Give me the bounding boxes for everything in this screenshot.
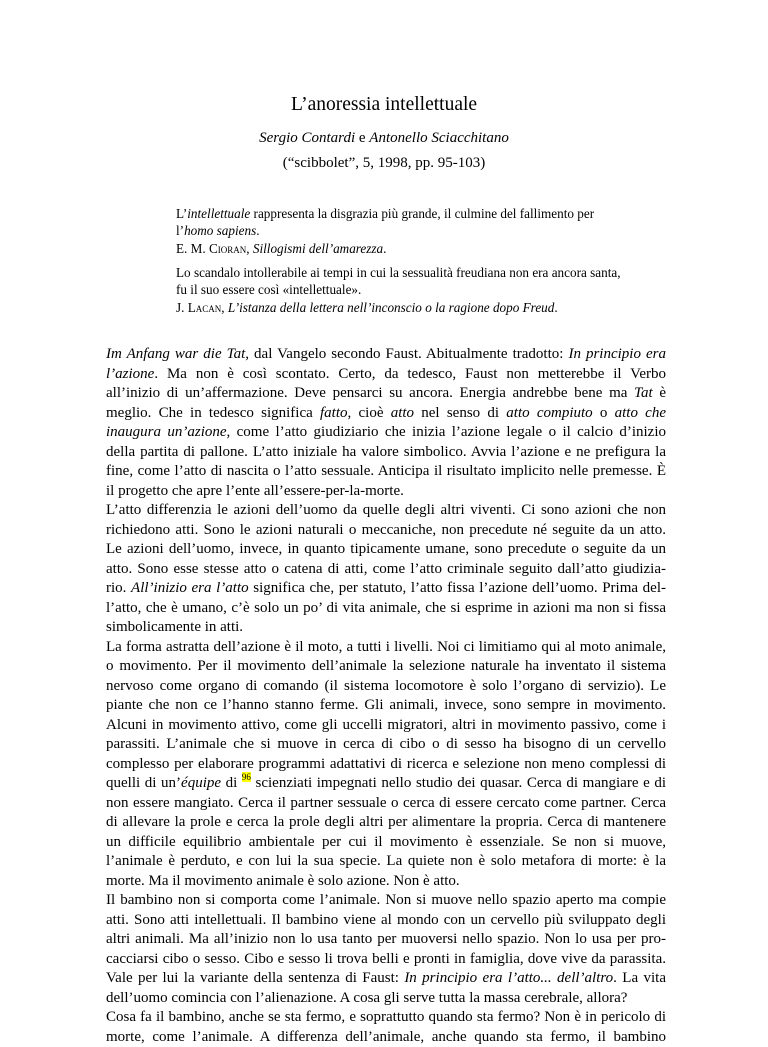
text-line: Alcuni in movimento attivo, come gli uccelli migratori, altri in movimento passivo, come i: [106, 716, 666, 736]
text-line: cacciarsi cibo o sesso. Cibo e sesso li trova belli e pronti in famiglia, dove vive da parassita.: [106, 950, 666, 970]
text-line: morte, come l’animale. A differenza dell’animale, anche quando sta fermo, il bambino: [106, 1028, 666, 1047]
text: , come l’atto giudiziario che inizia l’azione legale o il calcio d’inizio: [227, 424, 666, 440]
text-line: atti. Sono atti intellettuali. Il bambino viene al mondo con un cervello più sviluppato degli: [106, 911, 666, 931]
work-title: L’istanza della lettera nell’inconscio o la ragione dopo Freud: [228, 300, 554, 315]
text-line: [106, 774, 666, 794]
text-line: piante che non ce l’hanno stanno ferme. Gli animali, invece, sono sempre in movimento.: [106, 696, 666, 716]
text: , cioè: [348, 405, 391, 421]
text-line: fine, come l’atto di nascita o l’atto sessuale. Anticipa il risultato implicito nelle premesse. È: [106, 462, 666, 482]
text: .: [256, 223, 259, 238]
text-line: Il bambino non si comporta come l’animale. Non si muove nello spazio aperto ma compie: [106, 891, 666, 911]
text-line: [106, 579, 666, 599]
text: rio.: [106, 580, 131, 596]
text-line: Le azioni dell’uomo, invece, in quanto tipicamente umane, sono precedute o seguite da un: [106, 540, 666, 560]
text-line: [106, 384, 666, 404]
text: . Ma non è così scontato. Certo, da tedesco, Faust non metterebbe il Verbo: [154, 366, 666, 382]
authors-line: [0, 128, 768, 148]
text-line: dell’uomo comincia con l’alienazione. A cosa gli serve tutta la massa cerebrale, allora?: [106, 989, 666, 1009]
text-line: o movimento. Per il movimento dell’animale la selezione naturale ha inventato il sistema: [106, 657, 666, 677]
text: In principio era l’atto... dell’altro: [404, 970, 613, 986]
author-name: Cioran: [209, 241, 246, 256]
text-line: Cosa fa il bambino, anche se sta fermo, e soprattutto quando sta fermo? Non è in pericolo di: [106, 1008, 666, 1028]
text: Tat: [634, 385, 653, 401]
author-1: Sergio Contardi: [259, 130, 355, 146]
epigraph-2-attribution: [176, 299, 666, 316]
text: atto: [391, 405, 414, 421]
document-title: L’anoressia intellettuale: [0, 93, 768, 117]
body-text: [106, 345, 666, 1047]
text: All’inizio era l’atto: [131, 580, 249, 596]
text: In principio era: [568, 346, 666, 362]
epigraph-1-text: [176, 205, 666, 222]
text: . La vita: [613, 970, 666, 986]
text-line: l’atto, che è umano, c’è solo un po’ di vita animale, che si esprime in azioni ma non si fissa: [106, 599, 666, 619]
text: ,: [246, 241, 253, 256]
epigraph-1: [176, 205, 666, 257]
epigraph-2: [176, 264, 666, 316]
epigraph-1-text-2: [176, 222, 666, 239]
text: .: [383, 241, 386, 256]
text: inaugura un’azione: [106, 424, 227, 440]
epigraph-1-attribution: [176, 240, 666, 257]
text-line: il progetto che apre l’ente all’essere-per-la-morte.: [106, 482, 666, 502]
text: J.: [176, 300, 188, 315]
text-line: La forma astratta dell’azione è il moto, a tutti i livelli. Noi ci limitiamo qui al moto animale,: [106, 638, 666, 658]
text: meglio. Che in tedesco significa: [106, 405, 320, 421]
author-2: Antonello Sciacchitano: [369, 130, 509, 146]
text: Im Anfang war die Tat: [106, 346, 245, 362]
text-line: di allevare la prole e cerca la prole degli altri per alimentare la propria. Cerca di mantenere: [106, 813, 666, 833]
text: nel senso di: [414, 405, 506, 421]
text-line: atto. Sono esse stesse atto o catena di atti, come l’atto criminale seguito dall’atto giudizia-: [106, 560, 666, 580]
text: .: [554, 300, 557, 315]
text: l’: [176, 223, 184, 238]
authors-separator: e: [355, 130, 369, 146]
text: è: [653, 385, 666, 401]
epigraph-2-line-2: fu il suo essere così «intellettuale».: [176, 281, 666, 298]
text: fatto: [320, 405, 348, 421]
text-line: [106, 404, 666, 424]
text: atto compiuto: [506, 405, 592, 421]
epigraph-2-line-1: Lo scandalo intollerabile ai tempi in cui la sessualità freudiana non era ancora santa,: [176, 264, 666, 281]
text: significa che, per statuto, l’atto fissa l’azione dell’uomo. Prima del-: [249, 580, 666, 596]
text: intellettuale: [187, 206, 250, 221]
text: homo sapiens: [184, 223, 256, 238]
text: , dal Vangelo secondo Faust. Abitualmente tradotto:: [245, 346, 568, 362]
text: di: [221, 775, 242, 791]
text: o: [593, 405, 615, 421]
text: rappresenta la disgrazia più grande, il culmine del fallimento per: [250, 206, 594, 221]
text-line: richiedono atti. Sono le azioni naturali o meccaniche, non precedute né seguite da un atto.: [106, 521, 666, 541]
text-line: simbolicamente in atti.: [106, 618, 666, 638]
text-line: nervoso come organo di comando (il sistema locomotore è solo l’organo di servizio). Le: [106, 677, 666, 697]
text: Vale per lui la variante della sentenza di Faust:: [106, 970, 404, 986]
text: ,: [221, 300, 228, 315]
text: l’azione: [106, 366, 154, 382]
text-line: morte. Ma il movimento animale è solo azione. Non è atto.: [106, 872, 666, 892]
text: équipe: [181, 775, 221, 791]
author-name: Lacan: [188, 300, 222, 315]
footnote-reference[interactable]: 96: [242, 772, 251, 782]
text-line: [106, 969, 666, 989]
work-title: Sillogismi dell’amarezza: [253, 241, 383, 256]
text: E. M.: [176, 241, 209, 256]
text-line: [106, 365, 666, 385]
text-line: parassiti. L’animale che si muove in cerca di cibo o di sesso ha bisogno di un cervello: [106, 735, 666, 755]
text-line: [106, 423, 666, 443]
text-line: non essere mangiato. Cerca il partner sessuale o cerca di essere cercato come partner. Cerca: [106, 794, 666, 814]
text-line: altri animali. Ma all’inizio non lo usa tanto per muoversi nello spazio. Non lo usa per pro-: [106, 930, 666, 950]
text-line: L’atto differenzia le azioni dell’uomo da quelle degli altri viventi. Ci sono azioni che non: [106, 501, 666, 521]
source-citation: (“scibbolet”, 5, 1998, pp. 95-103): [0, 153, 768, 173]
text: scienziati impegnati nello studio dei quasar. Cerca di mangiare e di: [251, 775, 666, 791]
text: all’inizio di un’affermazione. Deve pensarci su ancora. Energia andrebbe bene ma: [106, 385, 634, 401]
text: quelli di un’: [106, 775, 181, 791]
text-line: della partita di pallone. L’atto iniziale ha valore simbolico. Avvia l’azione e ne prefigura la: [106, 443, 666, 463]
text-line: complesso per elaborare programmi adattativi di ricerca e selezione non meno complessi di: [106, 755, 666, 775]
text-line: l’animale è perduto, e con lui la sua specie. La quiete non è solo metafora di morte: è la: [106, 852, 666, 872]
text: L’: [176, 206, 187, 221]
text: atto che: [615, 405, 666, 421]
text-line: [106, 345, 666, 365]
text-line: un difficile equilibrio ambientale per cui il movimento è essenziale. Se non si muove,: [106, 833, 666, 853]
